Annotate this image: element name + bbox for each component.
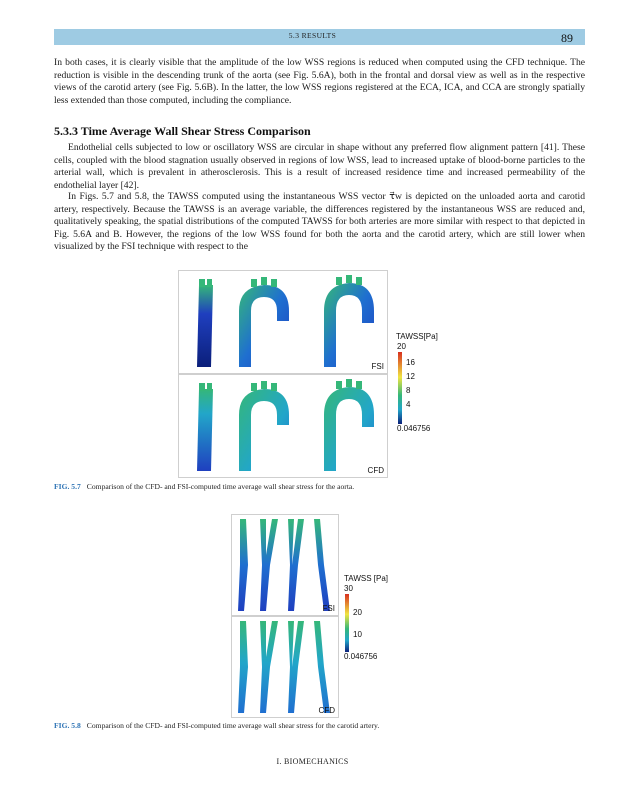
legend-title-58: TAWSS [Pa] (344, 574, 389, 583)
aorta-fsi-render (179, 271, 387, 373)
caption-text-5-8: Comparison of the CFD- and FSI-computed time average wall shear stress for the carotid artery. (86, 721, 380, 730)
legend-tick-min: 0.046756 (397, 424, 431, 433)
legend-tick-8: 8 (406, 386, 411, 395)
cfd-label: CFD (367, 466, 384, 475)
figure-5-7 (178, 270, 458, 478)
carotid-cfd-render (232, 617, 338, 717)
carotid-cfd-panel (231, 616, 339, 718)
carotid-fsi-render (232, 515, 338, 615)
caption-label-5-8: FIG. 5.8 (54, 721, 81, 730)
carotid-fsi-panel (231, 514, 339, 616)
cfd-label-58: CFD (318, 706, 335, 715)
figure-5-8 (231, 514, 411, 718)
legend-tick-20-58: 20 (353, 608, 362, 617)
footer: I. BIOMECHANICS (276, 757, 349, 766)
caption-label-5-7: FIG. 5.7 (54, 482, 81, 491)
legend-tick-20: 20 (397, 342, 406, 351)
caption-text-5-7: Comparison of the CFD- and FSI-computed time average wall shear stress for the aorta. (86, 482, 355, 491)
section-heading: 5.3.3 Time Average Wall Shear Stress Comparison (54, 124, 311, 138)
legend-tick-16: 16 (406, 358, 415, 367)
aorta-cfd-panel (178, 374, 388, 478)
paragraph-1: In both cases, it is clearly visible that the amplitude of the low WSS regions is reduced when computed using the CFD technique. The reduction is visible in the descending trunk of the aorta (see Fig. 5.6A), both in the frontal and dorsal view as well as in the respective views of the carotid artery (see Fig. 5.6B). In the latter, the low WSS regions registered at the ECA, ICA, and CCA are strongly spatially less extended than those computed, including the compliance. (54, 57, 585, 106)
legend-tick-min-58: 0.046756 (344, 652, 378, 661)
legend-tick-30: 30 (344, 584, 353, 593)
aorta-cfd-render (179, 375, 387, 477)
paragraph-3: In Figs. 5.7 and 5.8, the TAWSS computed using the instantaneous WSS vector τ⃗w is depicted on the unloaded aorta and carotid artery, respectively. Because the TAWSS is an average variable, the differences registered by the instantaneous WSS are reduced and, qualitatively speaking, the spatial distributions of the computed TAWSS for both arteries are more similar with respect to that depicted in Fig. 5.6A and B. However, the regions of the low WSS found for both the aorta and the carotid artery, which are still lower when visualized by the FSI technique with respect to the (54, 191, 585, 253)
page-number: 89 (561, 31, 573, 45)
legend-tick-4: 4 (406, 400, 411, 409)
legend-title-57: TAWSS[Pa] (396, 332, 438, 341)
fsi-label: FSI (371, 362, 384, 371)
legend-tick-12: 12 (406, 372, 415, 381)
paragraph-2: Endothelial cells subjected to low or oscillatory WSS are circular in shape without any preferred flow alignment pattern [41]. These cells, coupled with the blood stagnation usually observed in regions of low WSS, lead to increased uptake of blood-borne particles to the arterial wall, which is prevalent in atherosclerosis. This is a result of increased residence time and increased permeability of the endothelial layer [42]. (54, 142, 585, 191)
legend-tick-10-58: 10 (353, 630, 362, 639)
caption-fig-5-8 (54, 721, 379, 730)
colorbar-58 (345, 594, 349, 652)
caption-fig-5-7 (54, 482, 354, 491)
running-head: 5.3 RESULTS (288, 31, 337, 40)
colorbar-57 (398, 352, 402, 424)
fsi-label-58: FSI (322, 604, 335, 613)
aorta-fsi-panel (178, 270, 388, 374)
